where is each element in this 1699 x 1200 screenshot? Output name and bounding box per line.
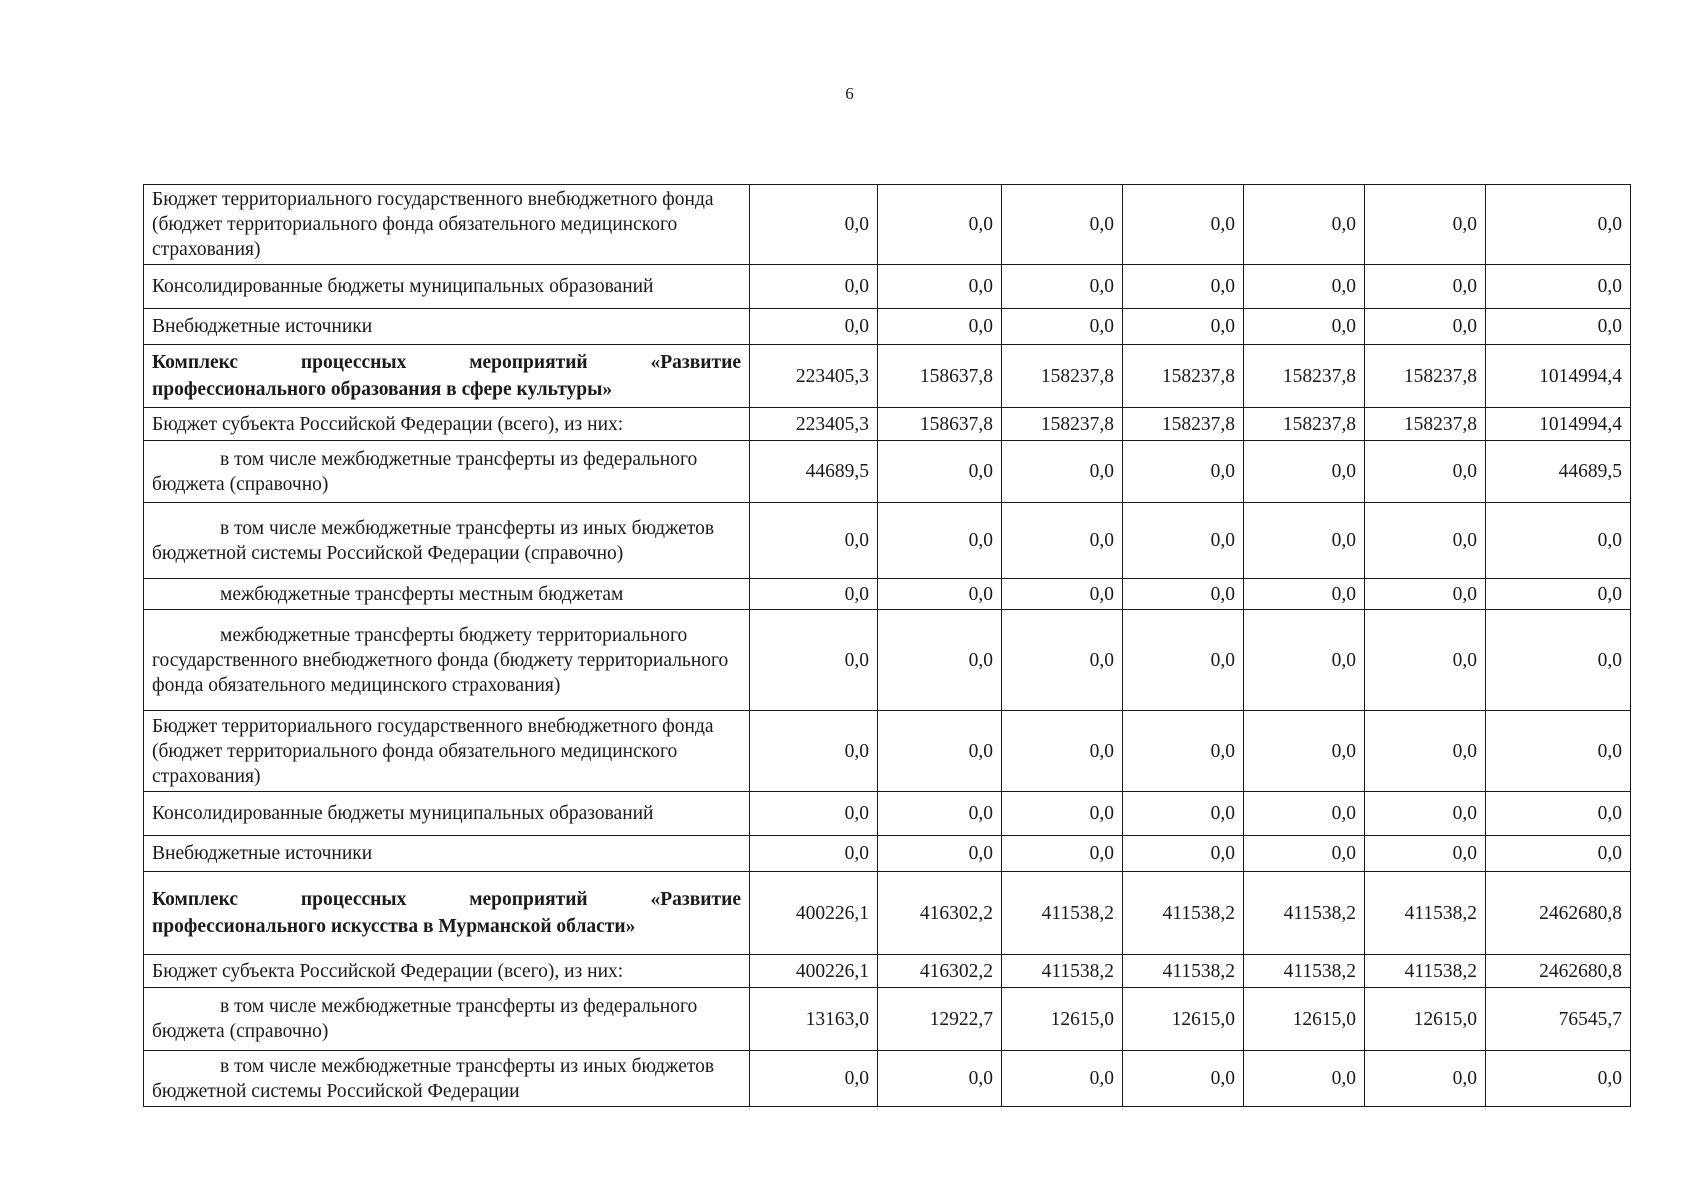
value-cell: 0,0 bbox=[878, 579, 1002, 610]
value-cell: 416302,2 bbox=[878, 955, 1002, 988]
value-cell: 0,0 bbox=[1244, 1051, 1365, 1107]
table-row bbox=[144, 441, 1631, 503]
row-label: Внебюджетные источники bbox=[144, 836, 750, 872]
value-cell: 44689,5 bbox=[750, 441, 878, 503]
value-cell: 0,0 bbox=[878, 441, 1002, 503]
row-label: Комплекс процессных мероприятий «Развитие профессионального искусства в Мурманской области» bbox=[144, 872, 750, 955]
value-cell: 0,0 bbox=[1123, 836, 1244, 872]
table-row bbox=[144, 309, 1631, 345]
budget-table bbox=[143, 184, 1631, 1107]
value-cell: 0,0 bbox=[1002, 441, 1123, 503]
value-cell: 0,0 bbox=[1002, 610, 1123, 711]
table-row bbox=[144, 408, 1631, 441]
value-cell: 0,0 bbox=[1244, 579, 1365, 610]
row-label: межбюджетные трансферты бюджету территориального государственного внебюджетного фонда (бюджету территориального фонда обязательного медицинского страхования) bbox=[144, 610, 750, 711]
table-row bbox=[144, 872, 1631, 955]
value-cell: 0,0 bbox=[1123, 711, 1244, 792]
value-cell: 0,0 bbox=[1365, 185, 1486, 265]
value-cell: 0,0 bbox=[1365, 579, 1486, 610]
value-cell: 0,0 bbox=[750, 711, 878, 792]
row-label: в том числе межбюджетные трансферты из иных бюджетов бюджетной системы Российской Федерации bbox=[144, 1051, 750, 1107]
value-cell: 0,0 bbox=[1486, 792, 1631, 836]
row-label: межбюджетные трансферты местным бюджетам bbox=[144, 579, 750, 610]
value-cell: 13163,0 bbox=[750, 988, 878, 1051]
value-cell: 158237,8 bbox=[1002, 345, 1123, 408]
value-cell: 12615,0 bbox=[1123, 988, 1244, 1051]
value-cell: 0,0 bbox=[1002, 503, 1123, 579]
value-cell: 0,0 bbox=[1244, 711, 1365, 792]
value-cell: 0,0 bbox=[1123, 579, 1244, 610]
value-cell: 0,0 bbox=[878, 836, 1002, 872]
value-cell: 0,0 bbox=[1123, 441, 1244, 503]
value-cell: 0,0 bbox=[1486, 579, 1631, 610]
value-cell: 158237,8 bbox=[1123, 408, 1244, 441]
value-cell: 0,0 bbox=[878, 610, 1002, 711]
row-label: Бюджет территориального государственного внебюджетного фонда (бюджет территориального фонда обязательного медицинского страхования) bbox=[144, 185, 750, 265]
value-cell: 0,0 bbox=[878, 711, 1002, 792]
value-cell: 0,0 bbox=[1244, 185, 1365, 265]
value-cell: 158237,8 bbox=[1244, 345, 1365, 408]
value-cell: 411538,2 bbox=[1123, 872, 1244, 955]
value-cell: 0,0 bbox=[1244, 441, 1365, 503]
row-label: Бюджет субъекта Российской Федерации (всего), из них: bbox=[144, 955, 750, 988]
value-cell: 411538,2 bbox=[1002, 872, 1123, 955]
value-cell: 0,0 bbox=[1365, 441, 1486, 503]
value-cell: 0,0 bbox=[750, 792, 878, 836]
table-row bbox=[144, 579, 1631, 610]
value-cell: 0,0 bbox=[1123, 185, 1244, 265]
value-cell: 0,0 bbox=[1123, 309, 1244, 345]
value-cell: 12615,0 bbox=[1244, 988, 1365, 1051]
value-cell: 0,0 bbox=[1365, 503, 1486, 579]
value-cell: 0,0 bbox=[750, 610, 878, 711]
value-cell: 0,0 bbox=[1365, 610, 1486, 711]
value-cell: 12922,7 bbox=[878, 988, 1002, 1051]
value-cell: 0,0 bbox=[750, 579, 878, 610]
value-cell: 0,0 bbox=[750, 185, 878, 265]
value-cell: 0,0 bbox=[1365, 1051, 1486, 1107]
value-cell: 158237,8 bbox=[1002, 408, 1123, 441]
value-cell: 416302,2 bbox=[878, 872, 1002, 955]
value-cell: 0,0 bbox=[750, 265, 878, 309]
table-row bbox=[144, 955, 1631, 988]
value-cell: 158237,8 bbox=[1244, 408, 1365, 441]
value-cell: 0,0 bbox=[1244, 836, 1365, 872]
table-row bbox=[144, 836, 1631, 872]
value-cell: 0,0 bbox=[1123, 503, 1244, 579]
value-cell: 0,0 bbox=[1123, 1051, 1244, 1107]
value-cell: 1014994,4 bbox=[1486, 345, 1631, 408]
value-cell: 0,0 bbox=[1002, 1051, 1123, 1107]
value-cell: 0,0 bbox=[750, 309, 878, 345]
value-cell: 0,0 bbox=[1244, 792, 1365, 836]
table-row bbox=[144, 265, 1631, 309]
value-cell: 0,0 bbox=[1365, 711, 1486, 792]
value-cell: 411538,2 bbox=[1002, 955, 1123, 988]
value-cell: 0,0 bbox=[750, 503, 878, 579]
value-cell: 0,0 bbox=[1486, 265, 1631, 309]
value-cell: 0,0 bbox=[1002, 836, 1123, 872]
page-number: 6 bbox=[845, 84, 854, 103]
value-cell: 0,0 bbox=[1002, 792, 1123, 836]
table-row bbox=[144, 711, 1631, 792]
budget-table-body bbox=[144, 185, 1631, 1107]
value-cell: 0,0 bbox=[1002, 309, 1123, 345]
row-label: Консолидированные бюджеты муниципальных образований bbox=[144, 265, 750, 309]
value-cell: 0,0 bbox=[878, 503, 1002, 579]
value-cell: 158237,8 bbox=[1365, 408, 1486, 441]
value-cell: 2462680,8 bbox=[1486, 955, 1631, 988]
value-cell: 0,0 bbox=[1002, 579, 1123, 610]
value-cell: 223405,3 bbox=[750, 345, 878, 408]
value-cell: 0,0 bbox=[1486, 503, 1631, 579]
value-cell: 158637,8 bbox=[878, 408, 1002, 441]
value-cell: 0,0 bbox=[1244, 265, 1365, 309]
value-cell: 0,0 bbox=[878, 309, 1002, 345]
table-row bbox=[144, 988, 1631, 1051]
value-cell: 0,0 bbox=[1486, 610, 1631, 711]
value-cell: 0,0 bbox=[878, 185, 1002, 265]
table-row bbox=[144, 185, 1631, 265]
value-cell: 0,0 bbox=[1123, 610, 1244, 711]
value-cell: 158637,8 bbox=[878, 345, 1002, 408]
value-cell: 0,0 bbox=[1486, 1051, 1631, 1107]
value-cell: 411538,2 bbox=[1244, 955, 1365, 988]
value-cell: 1014994,4 bbox=[1486, 408, 1631, 441]
table-row bbox=[144, 792, 1631, 836]
table-row bbox=[144, 503, 1631, 579]
row-label: в том числе межбюджетные трансферты из федерального бюджета (справочно) bbox=[144, 441, 750, 503]
value-cell: 0,0 bbox=[878, 792, 1002, 836]
value-cell: 400226,1 bbox=[750, 955, 878, 988]
value-cell: 0,0 bbox=[878, 265, 1002, 309]
value-cell: 400226,1 bbox=[750, 872, 878, 955]
value-cell: 411538,2 bbox=[1365, 872, 1486, 955]
value-cell: 411538,2 bbox=[1123, 955, 1244, 988]
value-cell: 411538,2 bbox=[1365, 955, 1486, 988]
value-cell: 76545,7 bbox=[1486, 988, 1631, 1051]
value-cell: 0,0 bbox=[1486, 309, 1631, 345]
value-cell: 0,0 bbox=[1244, 309, 1365, 345]
value-cell: 0,0 bbox=[1486, 836, 1631, 872]
value-cell: 44689,5 bbox=[1486, 441, 1631, 503]
value-cell: 158237,8 bbox=[1365, 345, 1486, 408]
value-cell: 0,0 bbox=[1486, 711, 1631, 792]
value-cell: 0,0 bbox=[1002, 711, 1123, 792]
value-cell: 0,0 bbox=[1365, 836, 1486, 872]
row-label: Комплекс процессных мероприятий «Развитие профессионального образования в сфере культуры» bbox=[144, 345, 750, 408]
value-cell: 158237,8 bbox=[1123, 345, 1244, 408]
row-label: Консолидированные бюджеты муниципальных образований bbox=[144, 792, 750, 836]
value-cell: 0,0 bbox=[1123, 792, 1244, 836]
value-cell: 0,0 bbox=[750, 836, 878, 872]
value-cell: 0,0 bbox=[1486, 185, 1631, 265]
table-row bbox=[144, 1051, 1631, 1107]
value-cell: 411538,2 bbox=[1244, 872, 1365, 955]
value-cell: 0,0 bbox=[1244, 503, 1365, 579]
value-cell: 0,0 bbox=[1002, 185, 1123, 265]
value-cell: 0,0 bbox=[878, 1051, 1002, 1107]
value-cell: 12615,0 bbox=[1365, 988, 1486, 1051]
value-cell: 0,0 bbox=[750, 1051, 878, 1107]
value-cell: 0,0 bbox=[1123, 265, 1244, 309]
row-label: Бюджет территориального государственного внебюджетного фонда (бюджет территориального фонда обязательного медицинского страхования) bbox=[144, 711, 750, 792]
row-label: в том числе межбюджетные трансферты из иных бюджетов бюджетной системы Российской Федерации (справочно) bbox=[144, 503, 750, 579]
value-cell: 12615,0 bbox=[1002, 988, 1123, 1051]
value-cell: 0,0 bbox=[1365, 792, 1486, 836]
value-cell: 2462680,8 bbox=[1486, 872, 1631, 955]
value-cell: 0,0 bbox=[1002, 265, 1123, 309]
table-row bbox=[144, 610, 1631, 711]
row-label: в том числе межбюджетные трансферты из федерального бюджета (справочно) bbox=[144, 988, 750, 1051]
row-label: Бюджет субъекта Российской Федерации (всего), из них: bbox=[144, 408, 750, 441]
row-label: Внебюджетные источники bbox=[144, 309, 750, 345]
table-row bbox=[144, 345, 1631, 408]
value-cell: 223405,3 bbox=[750, 408, 878, 441]
value-cell: 0,0 bbox=[1244, 610, 1365, 711]
value-cell: 0,0 bbox=[1365, 309, 1486, 345]
value-cell: 0,0 bbox=[1365, 265, 1486, 309]
